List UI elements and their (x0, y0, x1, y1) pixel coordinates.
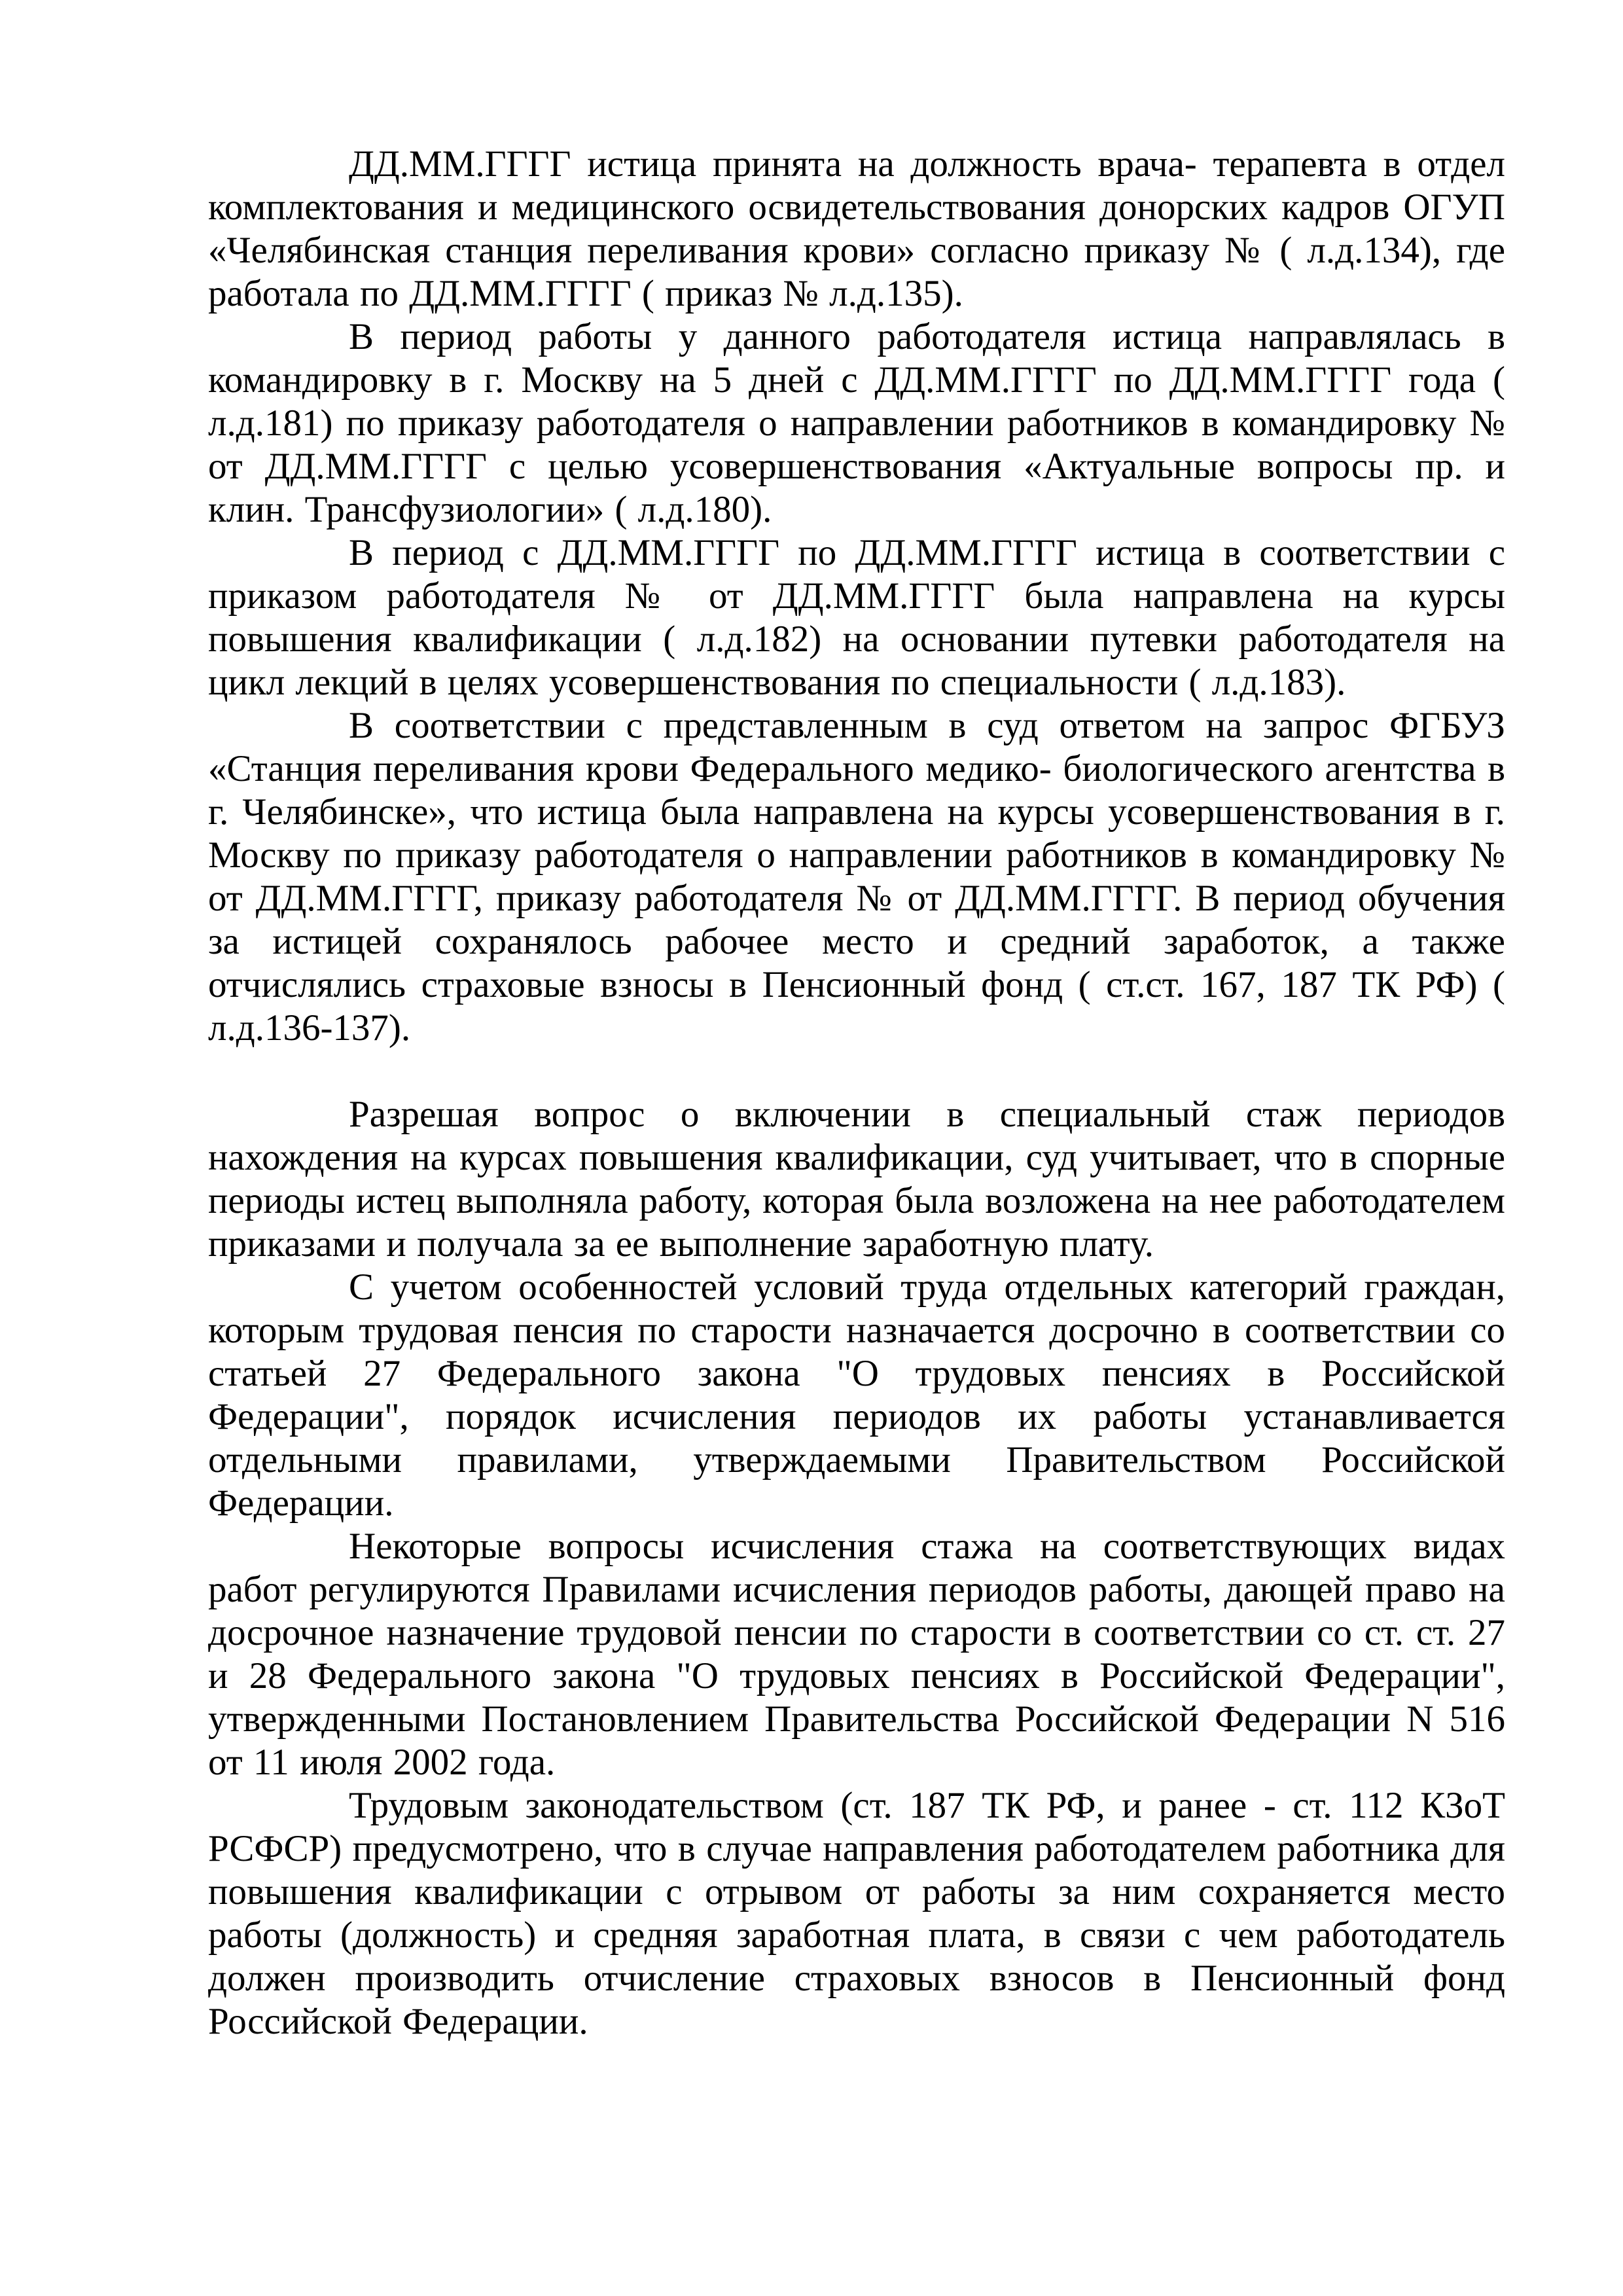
paragraph: Некоторые вопросы исчисления стажа на соответствующих видах работ регулируются Правилами исчисления периодов работы, дающей право на досрочное назначение трудовой пенсии по старости в соответствии со ст. ст. 27 и 28 Федерального закона "О трудовых пенсиях в Российской Федерации", утвержденными Постановлением Правительства Российской Федерации N 516 от 11 июля 2002 года. (208, 1526, 1505, 1783)
paragraph: С учетом особенностей условий труда отдельных категорий граждан, которым трудовая пенсия по старости назначается досрочно в соответствии со статьей 27 Федерального закона "О трудовых пенсиях в Российской Федерации", порядок исчисления периодов их работы устанавливается отдельными правилами, утверждаемыми Правительством Российской Федерации. (208, 1266, 1505, 1524)
paragraph: В соответствии с представленным в суд ответом на запрос ФГБУЗ «Станция переливания крови Федерального медико- биологического агентства в г. Челябинске», что истица была направлена на курсы усовершенствования в г. Москву по приказу работодателя о направлении работников в командировку № от ДД.ММ.ГГГГ, приказу работодателя № от ДД.ММ.ГГГГ. В период обучения за истицей сохранялось рабочее место и средний заработок, а также отчислялись страховые взносы в Пенсионный фонд ( ст.ст. 167, 187 ТК РФ) ( л.д.136-137). (208, 705, 1505, 1049)
paragraph: ДД.ММ.ГГГГ истица принята на должность врача- терапевта в отдел комплектования и медицинского освидетельствования донорских кадров ОГУП «Челябинская станция переливания крови» согласно приказу № ( л.д.134), где работала по ДД.ММ.ГГГГ ( приказ № л.д.135). (208, 143, 1505, 314)
document-text-body (208, 143, 1505, 2043)
paragraph: В период работы у данного работодателя истица направлялась в командировку в г. Москву на 5 дней с ДД.ММ.ГГГГ по ДД.ММ.ГГГГ года ( л.д.181) по приказу работодателя о направлении работников в командировку № от ДД.ММ.ГГГГ с целью усовершенствования «Актуальные вопросы пр. и клин. Трансфузиологии» ( л.д.180). (208, 316, 1505, 530)
paragraph: В период с ДД.ММ.ГГГГ по ДД.ММ.ГГГГ истица в соответствии с приказом работодателя № от ДД.ММ.ГГГГ была направлена на курсы повышения квалификации ( л.д.182) на основании путевки работодателя на цикл лекций в целях усовершенствования по специальности ( л.д.183). (208, 532, 1505, 703)
paragraph: Разрешая вопрос о включении в специальный стаж периодов нахождения на курсах повышения квалификации, суд учитывает, что в спорные периоды истец выполняла работу, которая была возложена на нее работодателем приказами и получала за ее выполнение заработную плату. (208, 1094, 1505, 1265)
paragraph: Трудовым законодательством (ст. 187 ТК РФ, и ранее - ст. 112 КЗоТ РСФСР) предусмотрено, что в случае направления работодателем работника для повышения квалификации с отрывом от работы за ним сохраняется место работы (должность) и средняя заработная плата, в связи с чем работодатель должен производить отчисление страховых взносов в Пенсионный фонд Российской Федерации. (208, 1785, 1505, 2042)
